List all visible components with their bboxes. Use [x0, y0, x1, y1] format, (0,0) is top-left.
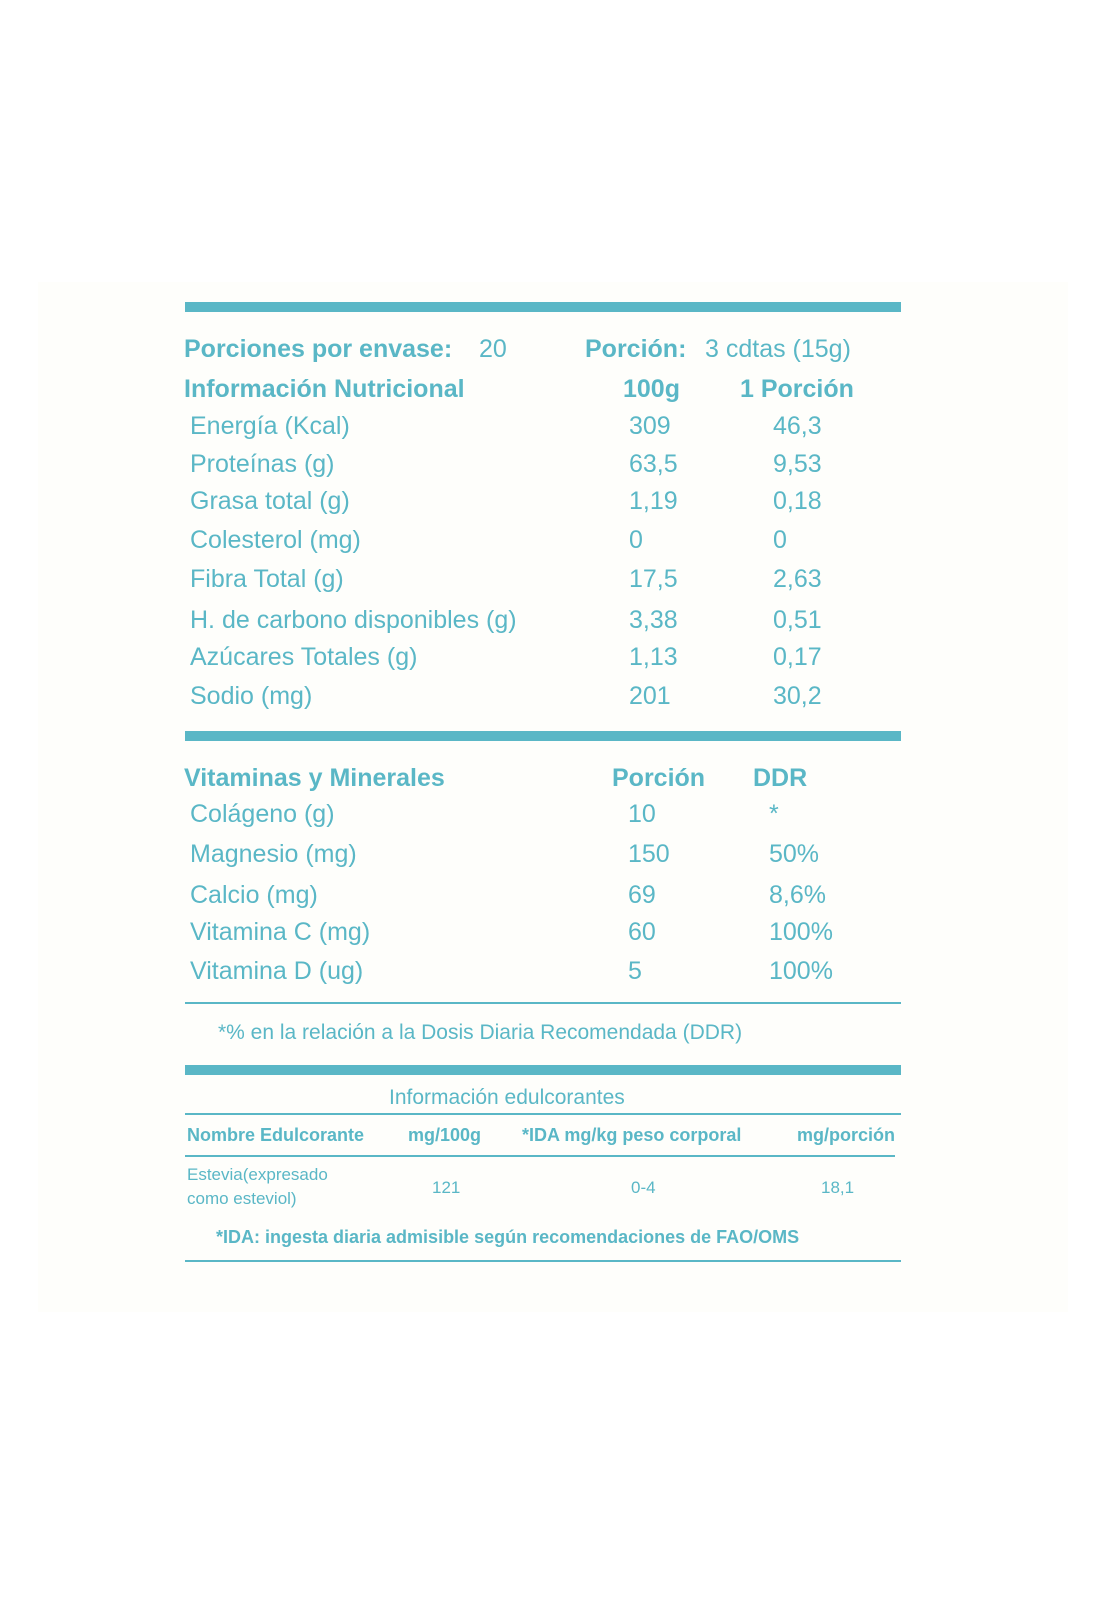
nutrient-name: Colesterol (mg)	[190, 526, 361, 554]
vitamin-ddr: 8,6%	[769, 881, 826, 909]
nutrient-value-100g: 1,13	[629, 643, 678, 671]
vitamin-ddr: 50%	[769, 840, 820, 868]
nutrient-name: Energía (Kcal)	[190, 412, 350, 440]
sweetener-name-line1: Estevia(expresado	[187, 1165, 328, 1184]
vitamin-ddr: 100%	[769, 918, 833, 946]
ddr-divider-line	[185, 1002, 901, 1004]
nutrient-value-portion: 0,51	[773, 606, 822, 634]
sweetener-col-mgportion: mg/porción	[797, 1125, 895, 1145]
servings-label: Porciones por envase:	[184, 335, 453, 363]
nutrient-name: Grasa total (g)	[190, 487, 350, 515]
nutrient-value-portion: 2,63	[773, 565, 822, 593]
nutrient-value-portion: 9,53	[773, 450, 822, 478]
vitamin-name: Vitamina D (ug)	[190, 957, 364, 985]
sweetener-col-ida: *IDA mg/kg peso corporal	[522, 1125, 742, 1145]
vitamin-ddr: 100%	[769, 957, 833, 985]
nutrient-name: H. de carbono disponibles (g)	[190, 606, 517, 634]
nutrition-title: Información Nutricional	[184, 375, 465, 403]
nutrition-col-100g: 100g	[623, 375, 680, 403]
nutrient-value-100g: 17,5	[629, 565, 678, 593]
vitamin-name: Colágeno (g)	[190, 800, 335, 828]
vitamin-portion: 10	[628, 800, 656, 828]
vitamin-name: Vitamina C (mg)	[190, 918, 371, 946]
vitamin-portion: 69	[628, 881, 656, 909]
sweetener-mg100: 121	[432, 1178, 461, 1197]
portion-label: Porción:	[585, 335, 687, 363]
sweetener-col-mg100: mg/100g	[408, 1125, 482, 1145]
nutrient-name: Azúcares Totales (g)	[190, 643, 418, 671]
nutrient-value-100g: 1,19	[629, 487, 678, 515]
nutrient-value-100g: 3,38	[629, 606, 678, 634]
vitamin-ddr: *	[769, 800, 779, 828]
nutrient-value-100g: 309	[629, 412, 671, 440]
vitamin-portion: 5	[628, 957, 642, 985]
bottom-divider-line	[185, 1260, 901, 1262]
vitamins-title: Vitaminas y Minerales	[184, 764, 445, 792]
nutrient-value-portion: 30,2	[773, 682, 822, 710]
nutrient-value-100g: 63,5	[629, 450, 678, 478]
nutrient-name: Proteínas (g)	[190, 450, 335, 478]
top-divider-bar	[185, 302, 901, 312]
nutrient-name: Sodio (mg)	[190, 682, 313, 710]
nutrient-value-100g: 0	[629, 526, 643, 554]
nutrient-value-100g: 201	[629, 682, 671, 710]
vitamin-name: Magnesio (mg)	[190, 840, 357, 868]
ddr-footnote: *% en la relación a la Dosis Diaria Recomendada (DDR)	[218, 1021, 743, 1044]
nutrient-value-portion: 0	[773, 526, 787, 554]
vitamins-col-ddr: DDR	[753, 764, 808, 792]
sweetener-ida: 0-4	[631, 1178, 656, 1197]
nutrient-value-portion: 0,17	[773, 643, 822, 671]
nutrition-col-portion: 1 Porción	[740, 375, 854, 403]
sweetener-header-line	[185, 1155, 895, 1157]
vitamin-portion: 150	[628, 840, 670, 868]
nutrient-value-portion: 46,3	[773, 412, 822, 440]
sweetener-mgportion: 18,1	[821, 1178, 855, 1197]
vitamin-name: Calcio (mg)	[190, 881, 318, 909]
ida-footnote: *IDA: ingesta diaria admisible según recomendaciones de FAO/OMS	[216, 1227, 800, 1247]
sweeteners-title: Información edulcorantes	[389, 1086, 625, 1109]
nutrient-value-portion: 0,18	[773, 487, 822, 515]
vitamin-portion: 60	[628, 918, 656, 946]
sweetener-name-line2: como esteviol)	[187, 1189, 297, 1208]
sweeteners-title-line	[185, 1113, 901, 1115]
vitamins-col-portion: Porción	[612, 764, 706, 792]
middle-divider-bar	[185, 731, 901, 741]
servings-value: 20	[479, 335, 507, 363]
sweetener-col-name: Nombre Edulcorante	[187, 1125, 365, 1145]
sweetener-divider-bar	[185, 1065, 901, 1075]
nutrient-name: Fibra Total (g)	[190, 565, 344, 593]
portion-value: 3 cdtas (15g)	[705, 335, 851, 363]
